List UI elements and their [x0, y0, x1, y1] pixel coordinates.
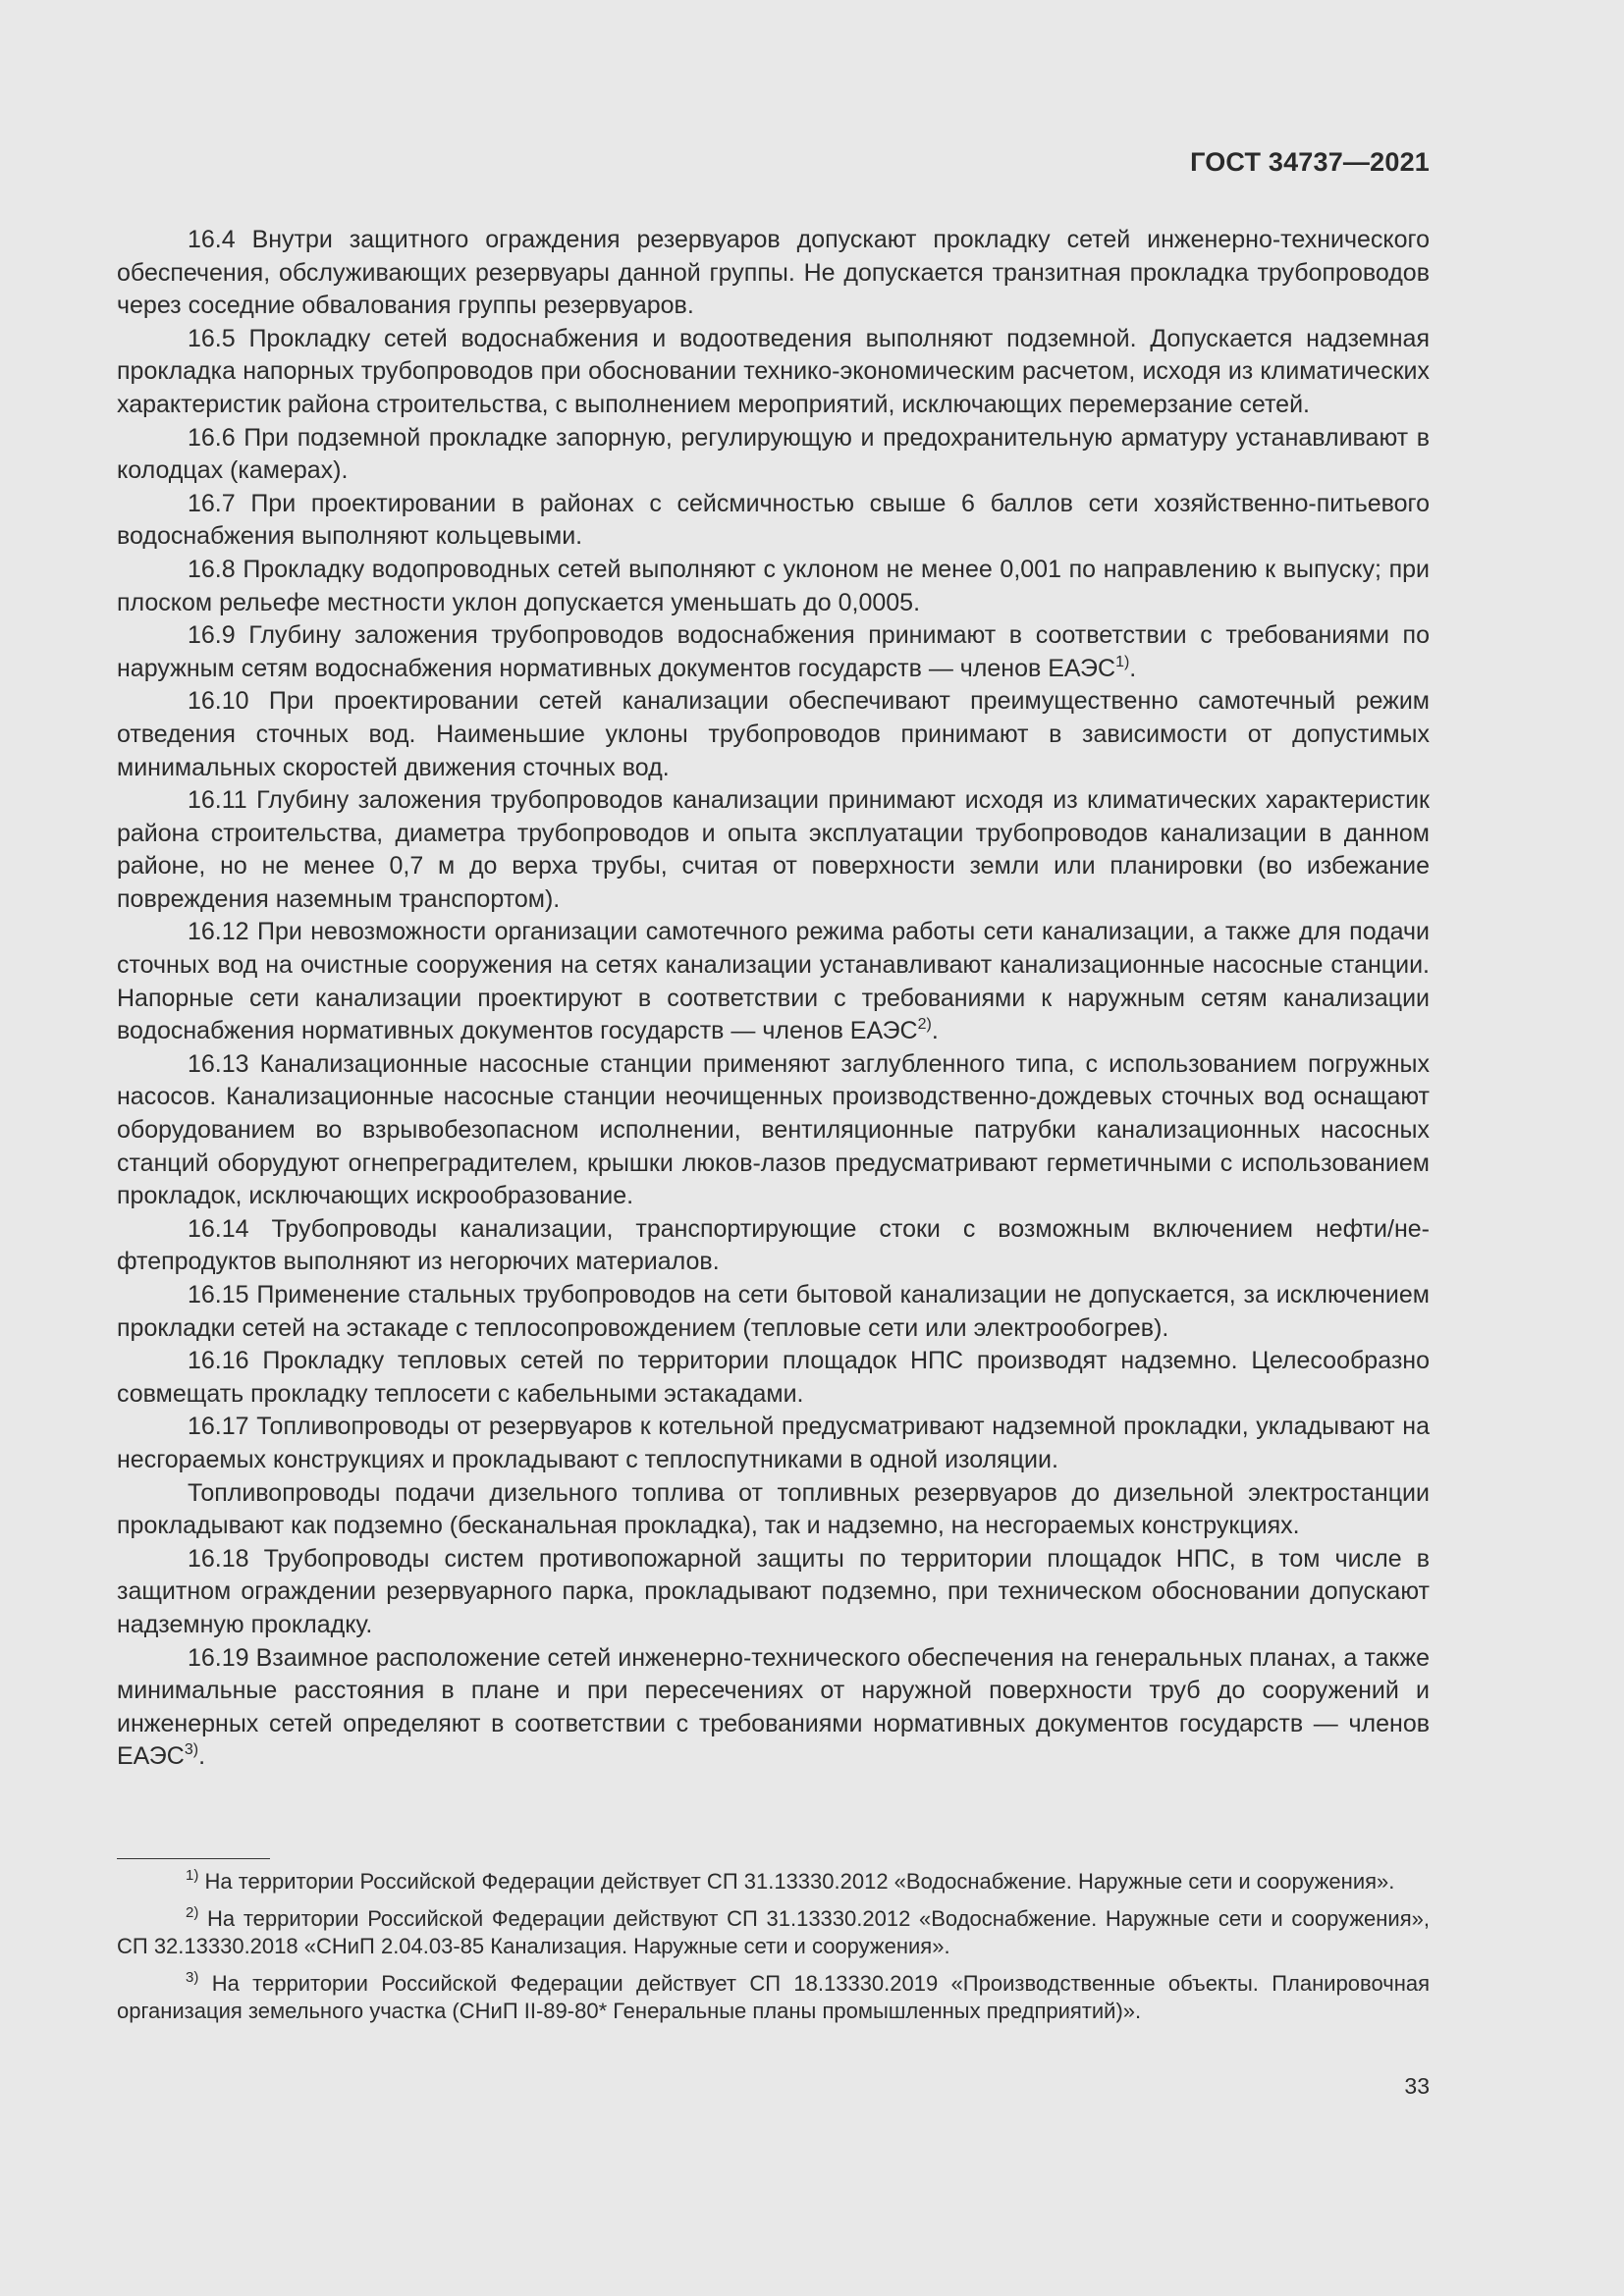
- paragraph-16-8: 16.8 Прокладку водопроводных сетей выполняют с уклоном не менее 0,001 по направлению к выпуску; при плоском рельефе местности уклон допускается уменьшать до 0,0005.: [117, 555, 1430, 616]
- paragraph-16-19: 16.19 Взаимное расположение сетей инженерно-технического обеспечения на генеральных планах, а также минимальные расстояния в плане и при пересечениях от наружной поверхности труб до сооружений и инженерных сетей определяют в соответствии с требованиями нормативных документов государств — членов ЕАЭС$^{3)}$.: [117, 1643, 1430, 1771]
- page-number: 33: [1404, 2073, 1430, 2099]
- document-header: ГОСТ 34737—2021: [1190, 147, 1430, 177]
- footnote-mark-3: 3): [186, 1969, 199, 1986]
- footnote-1: $^{1)}$ На территории Российской Федерации действует СП 31.13330.2012 «Водоснабжение. Наружные сети и сооружения».: [186, 1867, 1395, 1894]
- footnote-mark-2: 2): [186, 1904, 199, 1921]
- footnotes: [117, 1868, 1430, 2035]
- paragraph-16-16: 16.16 Прокладку тепловых сетей по территории площадок НПС производят надземно. Целесообразно совмещать прокладку теплосети с кабельными эстакадами.: [117, 1347, 1430, 1408]
- paragraph-16-17: 16.17 Топливопроводы от резервуаров к котельной предусматривают надземной прокладки, укладывают на несгораемых конструкциях и прокладывают с теплоспутниками в одной изоляции.: [117, 1413, 1430, 1473]
- footnote-ref-3: 3): [184, 1741, 199, 1759]
- footnote-ref-1: 1): [1115, 653, 1130, 670]
- paragraph-16-4: 16.4 Внутри защитного ограждения резервуаров допускают прокладку сетей инженерно-технического обеспечения, обслуживающих резервуары данной группы. Не допускается транзитная прокладка трубопроводов через соседние обвалования группы резервуаров.: [117, 226, 1430, 320]
- document-body: [117, 224, 1430, 1774]
- paragraph-16-14: 16.14 Трубопроводы канализации, транспортирующие стоки с возможным включением нефти/нефтепродуктов выполняют из негорючих материалов.: [117, 1214, 1430, 1276]
- paragraph-16-18: 16.18 Трубопроводы систем противопожарной защиты по территории площадок НПС, в том числе в защитном ограждении резервуарного парка, прокладывают подземно, при техническом обосновании допускают надземную прокладку.: [117, 1544, 1430, 1638]
- footnote-separator: [117, 1858, 270, 1859]
- paragraph-16-13: 16.13 Канализационные насосные станции применяют заглубленного типа, с использованием погружных насосов. Канализационные насосные станции неочищенных производственно-дождевых сточных вод оснащают оборудованием во взрывобезопасном исполнении, вентиляционные патрубки канализационных насосных станций оборудуют огнепреградителем, крышки люков-лазов предусматривают герметичными с использованием прокладок, исключающих искрообразование.: [117, 1049, 1430, 1210]
- footnote-ref-2: 2): [917, 1016, 932, 1034]
- paragraph-16-5: 16.5 Прокладку сетей водоснабжения и водоотведения выполняют подземной. Допускается надземная прокладка напорных трубопроводов при обосновании технико-экономическим расчетом, исходя из климатических характеристик района строительства, с выполнением мероприятий, исключающих перемерзание сетей.: [117, 324, 1430, 418]
- paragraph-16-7: 16.7 При проектировании в районах с сейсмичностью свыше 6 баллов сети хозяйственно-питьевого водоснабжения выполняют кольцевыми.: [117, 489, 1430, 551]
- paragraph-16-15: 16.15 Применение стальных трубопроводов на сети бытовой канализации не допускается, за исключением прокладки сетей на эстакаде с теплосопровождением (тепловые сети или электрообогрев).: [117, 1281, 1430, 1342]
- paragraph-16-17-continued: Топливопроводы подачи дизельного топлива от топливных резервуаров до дизельной электростанции прокладывают как подземно (бесканальная прокладка), так и надземно, на несгораемых конструкциях.: [117, 1478, 1430, 1540]
- footnote-3: $^{3)}$ На территории Российской Федерации действует СП 18.13330.2019 «Производственные объекты. Планировочная организация земельного участка (СНиП II-89-80* Генеральные планы промышленных предприятий)».: [117, 1969, 1430, 2023]
- paragraph-16-10: 16.10 При проектировании сетей канализации обеспечивают преимущественно самотечный режим отведения сточных вод. Наименьшие уклоны трубопроводов принимают в зависимости от допустимых минимальных скоростей движения сточных вод.: [117, 687, 1430, 781]
- paragraph-16-11: 16.11 Глубину заложения трубопроводов канализации принимают исходя из климатических характеристик района строительства, диаметра трубопроводов и опыта эксплуатации трубопроводов канализации в данном районе, но не менее 0,7 м до верха трубы, считая от поверхности земли или планировки (во избежание повреждения наземным транспортом).: [117, 786, 1430, 913]
- paragraph-16-12: 16.12 При невозможности организации самотечного режима работы сети канализации, а также для подачи сточных вод на очистные сооружения на сетях канализации устанавливают канализационные насосные станции. Напорные сети канализации проектируют в соответствии с требованиями к наружным сетям канализации водоснабжения нормативных документов государств — членов ЕАЭС$^{2)}$.: [117, 918, 1430, 1045]
- paragraph-16-9: 16.9 Глубину заложения трубопроводов водоснабжения принимают в соответствии с требованиями по наружным сетям водоснабжения нормативных документов государств — членов ЕАЭС$^{1)}$.: [117, 621, 1430, 682]
- paragraph-16-6: 16.6 При подземной прокладке запорную, регулирующую и предохранительную арматуру устанавливают в колодцах (камерах).: [117, 423, 1430, 485]
- footnote-2: $^{2)}$ На территории Российской Федерации действуют СП 31.13330.2012 «Водоснабжение. Наружные сети и сооружения», СП 32.13330.2018 «СНиП 2.04.03-85 Канализация. Наружные сети и сооружения».: [117, 1904, 1430, 1958]
- footnote-mark-1: 1): [186, 1867, 199, 1884]
